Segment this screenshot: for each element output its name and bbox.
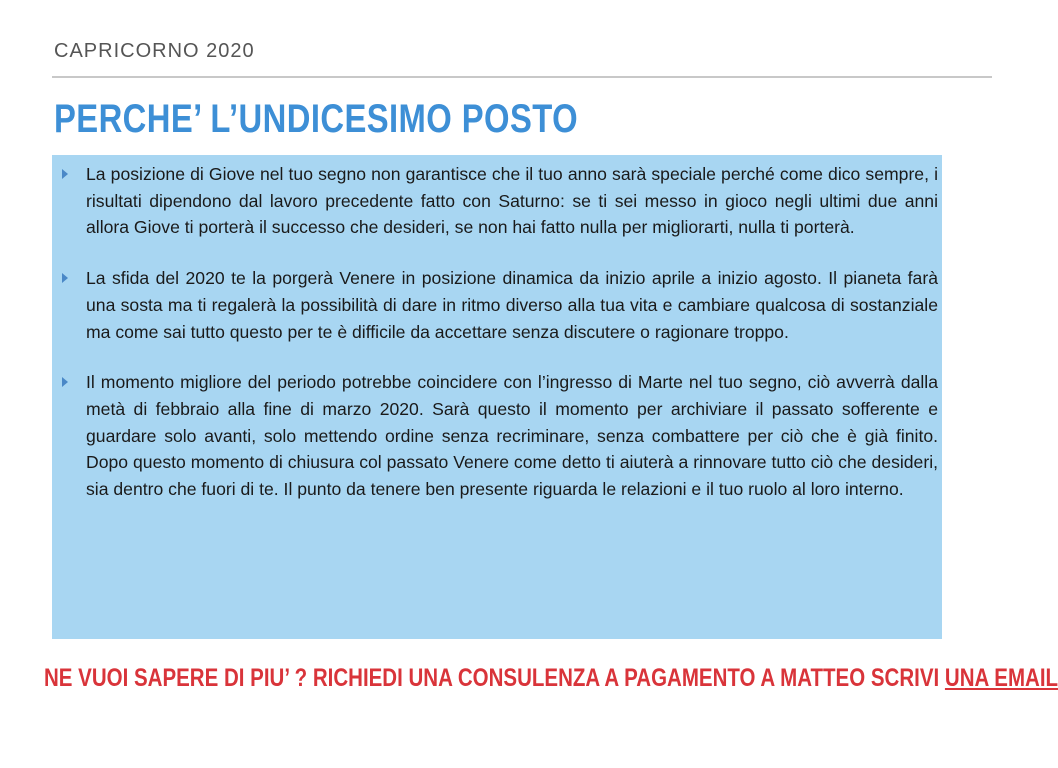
bullet-arrow-icon [60,369,86,395]
cta-banner [44,660,1058,696]
slide-title: PERCHE’ L’UNDICESIMO POSTO [54,97,579,141]
bullet-item [60,265,938,345]
bullet-text: Il momento migliore del periodo potrebbe coincidere con l’ingresso di Marte nel tuo segno, ciò avverrà dalla metà di febbraio alla fine di marzo 2020. Sarà questo il momento per archiviare il passato sofferente e guardare solo avanti, solo mettendo ordine senza recriminare, senza combattere per ciò che è già finito. Dopo questo momento di chiusura col passato Venere come detto ti aiuterà a rinnovare tutto ciò che desideri, sia dentro che fuori di te. Il punto da tenere ben presente riguarda le relazioni e il tuo ruolo al loro interno. [86,372,938,500]
content-box [52,155,942,639]
slide-header: CAPRICORNO 2020 [54,40,255,62]
bullet-item [60,369,938,503]
bullet-arrow-icon [60,161,86,187]
bullet-text: La posizione di Giove nel tuo segno non garantisce che il tuo anno sarà speciale perché come dico sempre, i risultati dipendono dal lavoro precedente fatto con Saturno: se ti sei messo in gioco negli ultimi due anni allora Giove ti porterà il successo che desideri, se non hai fatto nulla per migliorarti, nulla ti porterà. [86,164,938,238]
header-divider [52,76,992,78]
bullet-text: La sfida del 2020 te la porgerà Venere in posizione dinamica da inizio aprile a inizio agosto. Il pianeta farà una sosta ma ti regalerà la possibilità di dare in ritmo diverso alla tua vita e cambiare qualcosa di sostanziale ma come sai tutto questo per te è difficile da accettare senza discutere o ragionare troppo. [86,268,938,342]
cta-text: NE VUOI SAPERE DI PIU’ ? RICHIEDI UNA CONSULENZA A PAGAMENTO A MATTEO SCRIVI [44,664,945,692]
bullet-arrow-icon [60,265,86,291]
bullet-item [60,161,938,241]
email-link[interactable]: UNA EMAIL [944,664,1058,692]
